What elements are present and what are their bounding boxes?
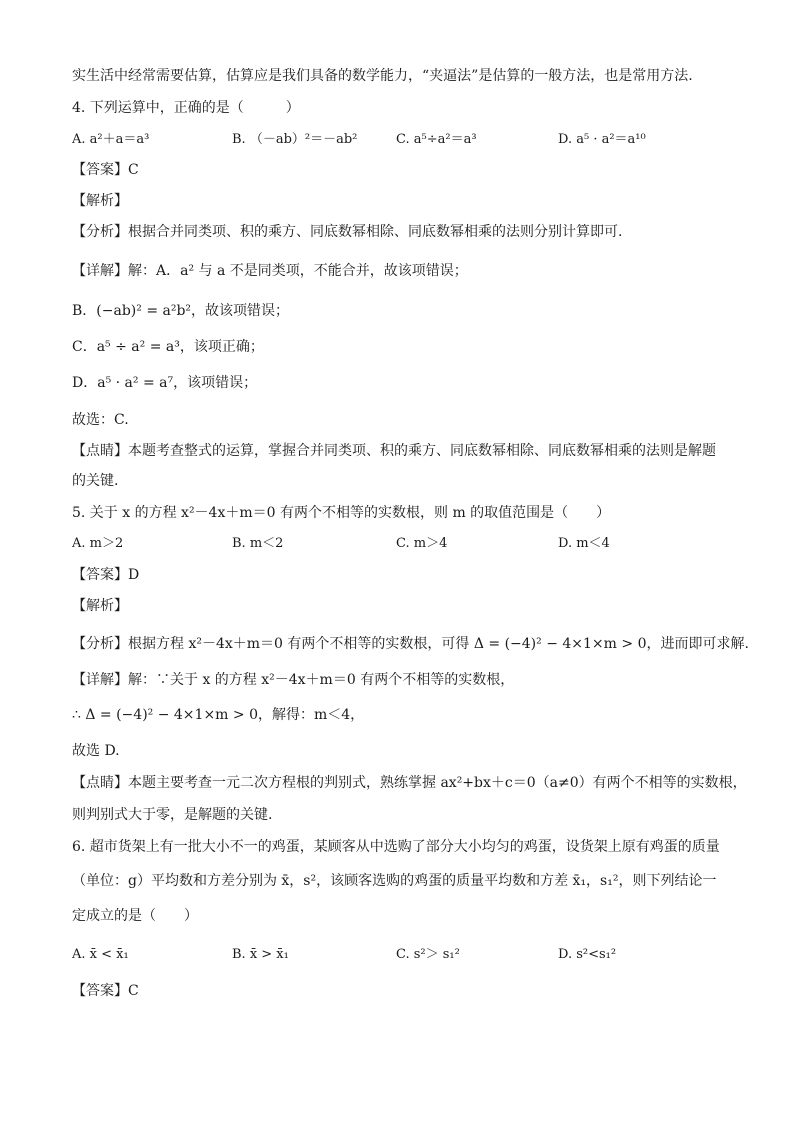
q5-comment-1: 【点睛】本题主要考查一元二次方程根的判别式，熟练掌握 ax²+bx＋c＝0（a≠0）有两个不相等的实数根， <box>72 775 747 791</box>
q5-choice: 故选 D. <box>72 743 120 759</box>
q5-comment-2: 则判别式大于零，是解题的关键. <box>72 807 273 823</box>
q4-detail-b: B．(−ab)² = a²b²，故该项错误； <box>72 303 290 319</box>
q5-detail: 【详解】解：∵关于 x 的方程 x²－4x＋m＝0 有两个不相等的实数根， <box>72 672 515 688</box>
q6-option-c: C. s²＞ s₁² <box>396 947 460 962</box>
q4-option-d: D. a⁵ · a²＝a¹⁰ <box>558 132 646 147</box>
q4-analysis-heading: 【解析】 <box>72 193 128 209</box>
question-6-line-3: 定成立的是（ ） <box>72 908 198 924</box>
q4-detail-c: C．a⁵ ÷ a² = a³，该项正确； <box>72 339 264 355</box>
q4-comment-2: 的关键. <box>72 473 119 489</box>
q5-analysis-heading: 【解析】 <box>72 598 128 614</box>
q5-option-d: D. m＜4 <box>558 536 610 551</box>
q4-analysis: 【分析】根据合并同类项、积的乘方、同底数幂相除、同底数幂相乘的法则分别计算即可. <box>72 224 623 240</box>
intro-text: 实生活中经常需要估算，估算应是我们具备的数学能力，“夹逼法”是估算的一般方法，也是常用方法. <box>72 68 693 84</box>
question-5: 5. 关于 x 的方程 x²－4x＋m＝0 有两个不相等的实数根，则 m 的取值范围是（ ） <box>72 505 611 521</box>
q4-detail: 【详解】解：A．a² 与 a 不是同类项，不能合并，故该项错误； <box>72 263 468 279</box>
q4-option-a: A. a²＋a＝a³ <box>72 132 150 147</box>
question-6-line-2: （单位：g）平均数和方差分别为 x̄，s²，该顾客选购的鸡蛋的质量平均数和方差 x̄₁，s₁²，则下列结论一 <box>72 873 717 889</box>
q4-answer: 【答案】C <box>72 162 139 178</box>
q6-answer: 【答案】C <box>72 983 139 999</box>
q4-choice: 故选：C. <box>72 412 129 428</box>
q5-option-c: C. m＞4 <box>396 536 448 551</box>
q5-option-a: A. m＞2 <box>72 536 124 551</box>
q4-detail-d: D．a⁵ · a² = a⁷，该项错误； <box>72 375 258 391</box>
q6-option-b: B. x̄ > x̄₁ <box>232 947 289 962</box>
q5-option-b: B. m＜2 <box>232 536 284 551</box>
q4-comment-1: 【点睛】本题考查整式的运算，掌握合并同类项、积的乘方、同底数幂相除、同底数幂相乘的法则是解题 <box>72 443 716 459</box>
q5-therefore: ∴ Δ = (−4)² − 4×1×m > 0，解得：m＜4， <box>72 707 365 723</box>
question-4: 4. 下列运算中，正确的是（ ） <box>72 100 300 116</box>
q5-answer: 【答案】D <box>72 567 140 583</box>
q4-option-b: B. （－ab）²＝－ab² <box>232 132 358 147</box>
q6-option-d: D. s²<s₁² <box>558 947 617 962</box>
q4-option-c: C. a⁵÷a²＝a³ <box>396 132 477 147</box>
q5-analysis: 【分析】根据方程 x²－4x＋m＝0 有两个不相等的实数根，可得 Δ = (−4)² − 4×1×m > 0，进而即可求解. <box>72 636 749 652</box>
q6-option-a: A. x̄ < x̄₁ <box>72 947 129 962</box>
question-6-line-1: 6. 超市货架上有一批大小不一的鸡蛋，某顾客从中选购了部分大小均匀的鸡蛋，设货架上原有鸡蛋的质量 <box>72 839 720 855</box>
